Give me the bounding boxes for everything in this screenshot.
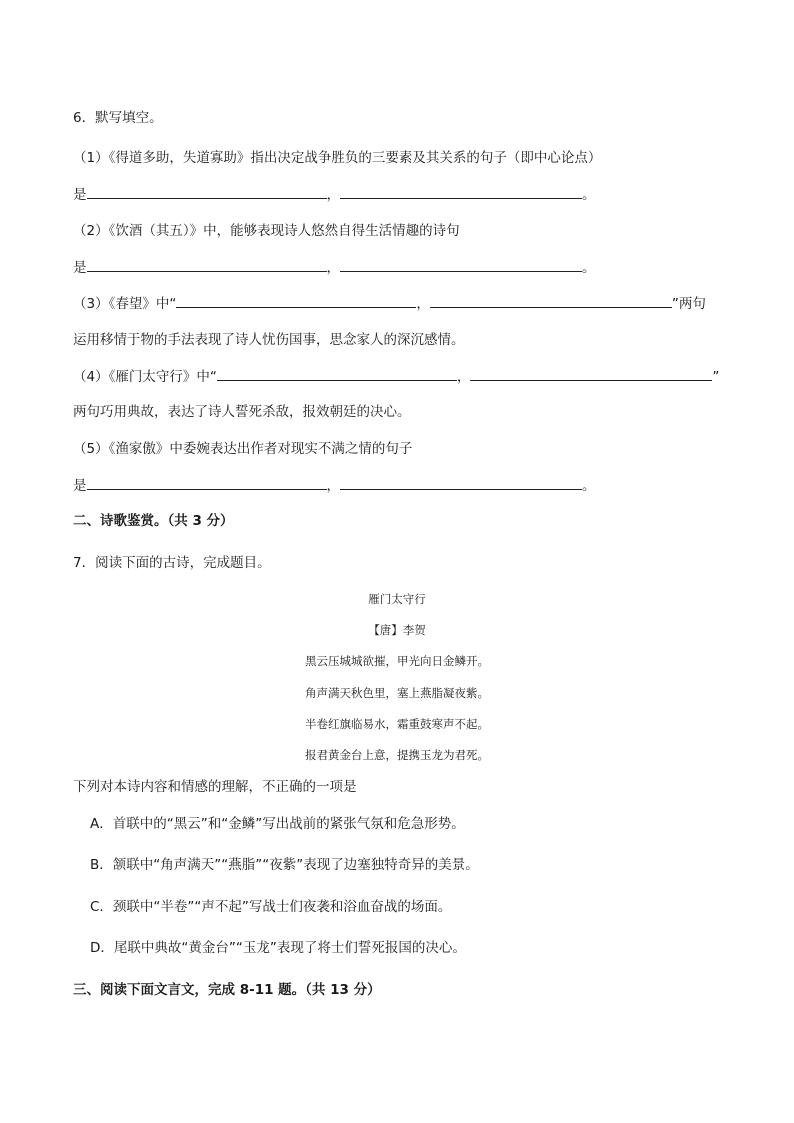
q6-item4: （4）《雁门太守行》中“ ， ” (73, 366, 719, 387)
answer-blank[interactable] (176, 293, 416, 308)
option-a[interactable]: A．首联中的“黑云”和“金鳞”写出战前的紧张气氛和危急形势。 (90, 816, 465, 832)
shi-label: 是 (73, 187, 87, 203)
q6-item3-cont: 运用移情于物的手法表现了诗人忧伤国事，思念家人的深沉感情。 (73, 332, 465, 348)
q6-item2-answer: 是 ， 。 (73, 257, 596, 278)
poem-line: 角声满天秋色里，塞上燕脂凝夜紫。 (305, 686, 489, 700)
answer-blank[interactable] (87, 184, 327, 199)
answer-blank[interactable] (87, 475, 327, 490)
q7-title: 7．阅读下面的古诗，完成题目。 (73, 555, 271, 571)
q6-item1: （1）《得道多助，失道寡助》指出决定战争胜负的三要素及其关系的句子（即中心论点） (73, 150, 602, 166)
q6-item4-cont: 两句巧用典故，表达了诗人誓死杀敌，报效朝廷的决心。 (73, 404, 411, 420)
answer-blank[interactable] (340, 475, 582, 490)
section-2-heading: 二、诗歌鉴赏。（共 3 分） (73, 513, 234, 529)
shi-label: 是 (73, 260, 87, 276)
answer-blank[interactable] (340, 184, 582, 199)
section-3-heading: 三、阅读下面文言文，完成 8-11 题。（共 13 分） (73, 982, 381, 998)
answer-blank[interactable] (430, 293, 672, 308)
q6-item1-answer: 是 ， 。 (73, 184, 596, 205)
answer-blank[interactable] (87, 257, 327, 272)
q6-item2: （2）《饮酒（其五）》中，能够表现诗人悠然自得生活情趣的诗句 (73, 223, 460, 239)
answer-blank[interactable] (340, 257, 582, 272)
option-c[interactable]: C．颈联中“半卷”“声不起”写战士们夜袭和浴血奋战的场面。 (90, 899, 452, 915)
poem-line: 报君黄金台上意，提携玉龙为君死。 (305, 748, 489, 762)
q6-item5-answer: 是 ， 。 (73, 475, 596, 496)
answer-blank[interactable] (217, 366, 457, 381)
option-d[interactable]: D．尾联中典故“黄金台”“玉龙”表现了将士们誓死报国的决心。 (90, 940, 466, 956)
poem-line: 半卷红旗临易水，霜重鼓寒声不起。 (305, 717, 489, 731)
shi-label: 是 (73, 478, 87, 494)
answer-blank[interactable] (470, 366, 712, 381)
poem-title: 雁门太守行 (368, 592, 426, 606)
q6-title: 6．默写填空。 (73, 110, 163, 126)
q6-item3: （3）《春望》中“ ， ”两句 (73, 293, 706, 314)
q6-item5: （5）《渔家傲》中委婉表达出作者对现实不满之情的句子 (73, 441, 413, 457)
poem-author: 【唐】李贺 (368, 623, 426, 637)
poem-line: 黑云压城城欲摧，甲光向日金鳞开。 (305, 654, 489, 668)
option-b[interactable]: B．颔联中“角声满天”“燕脂”“夜紫”表现了边塞独特奇异的美景。 (90, 857, 479, 873)
q7-question: 下列对本诗内容和情感的理解，不正确的一项是 (73, 779, 357, 795)
